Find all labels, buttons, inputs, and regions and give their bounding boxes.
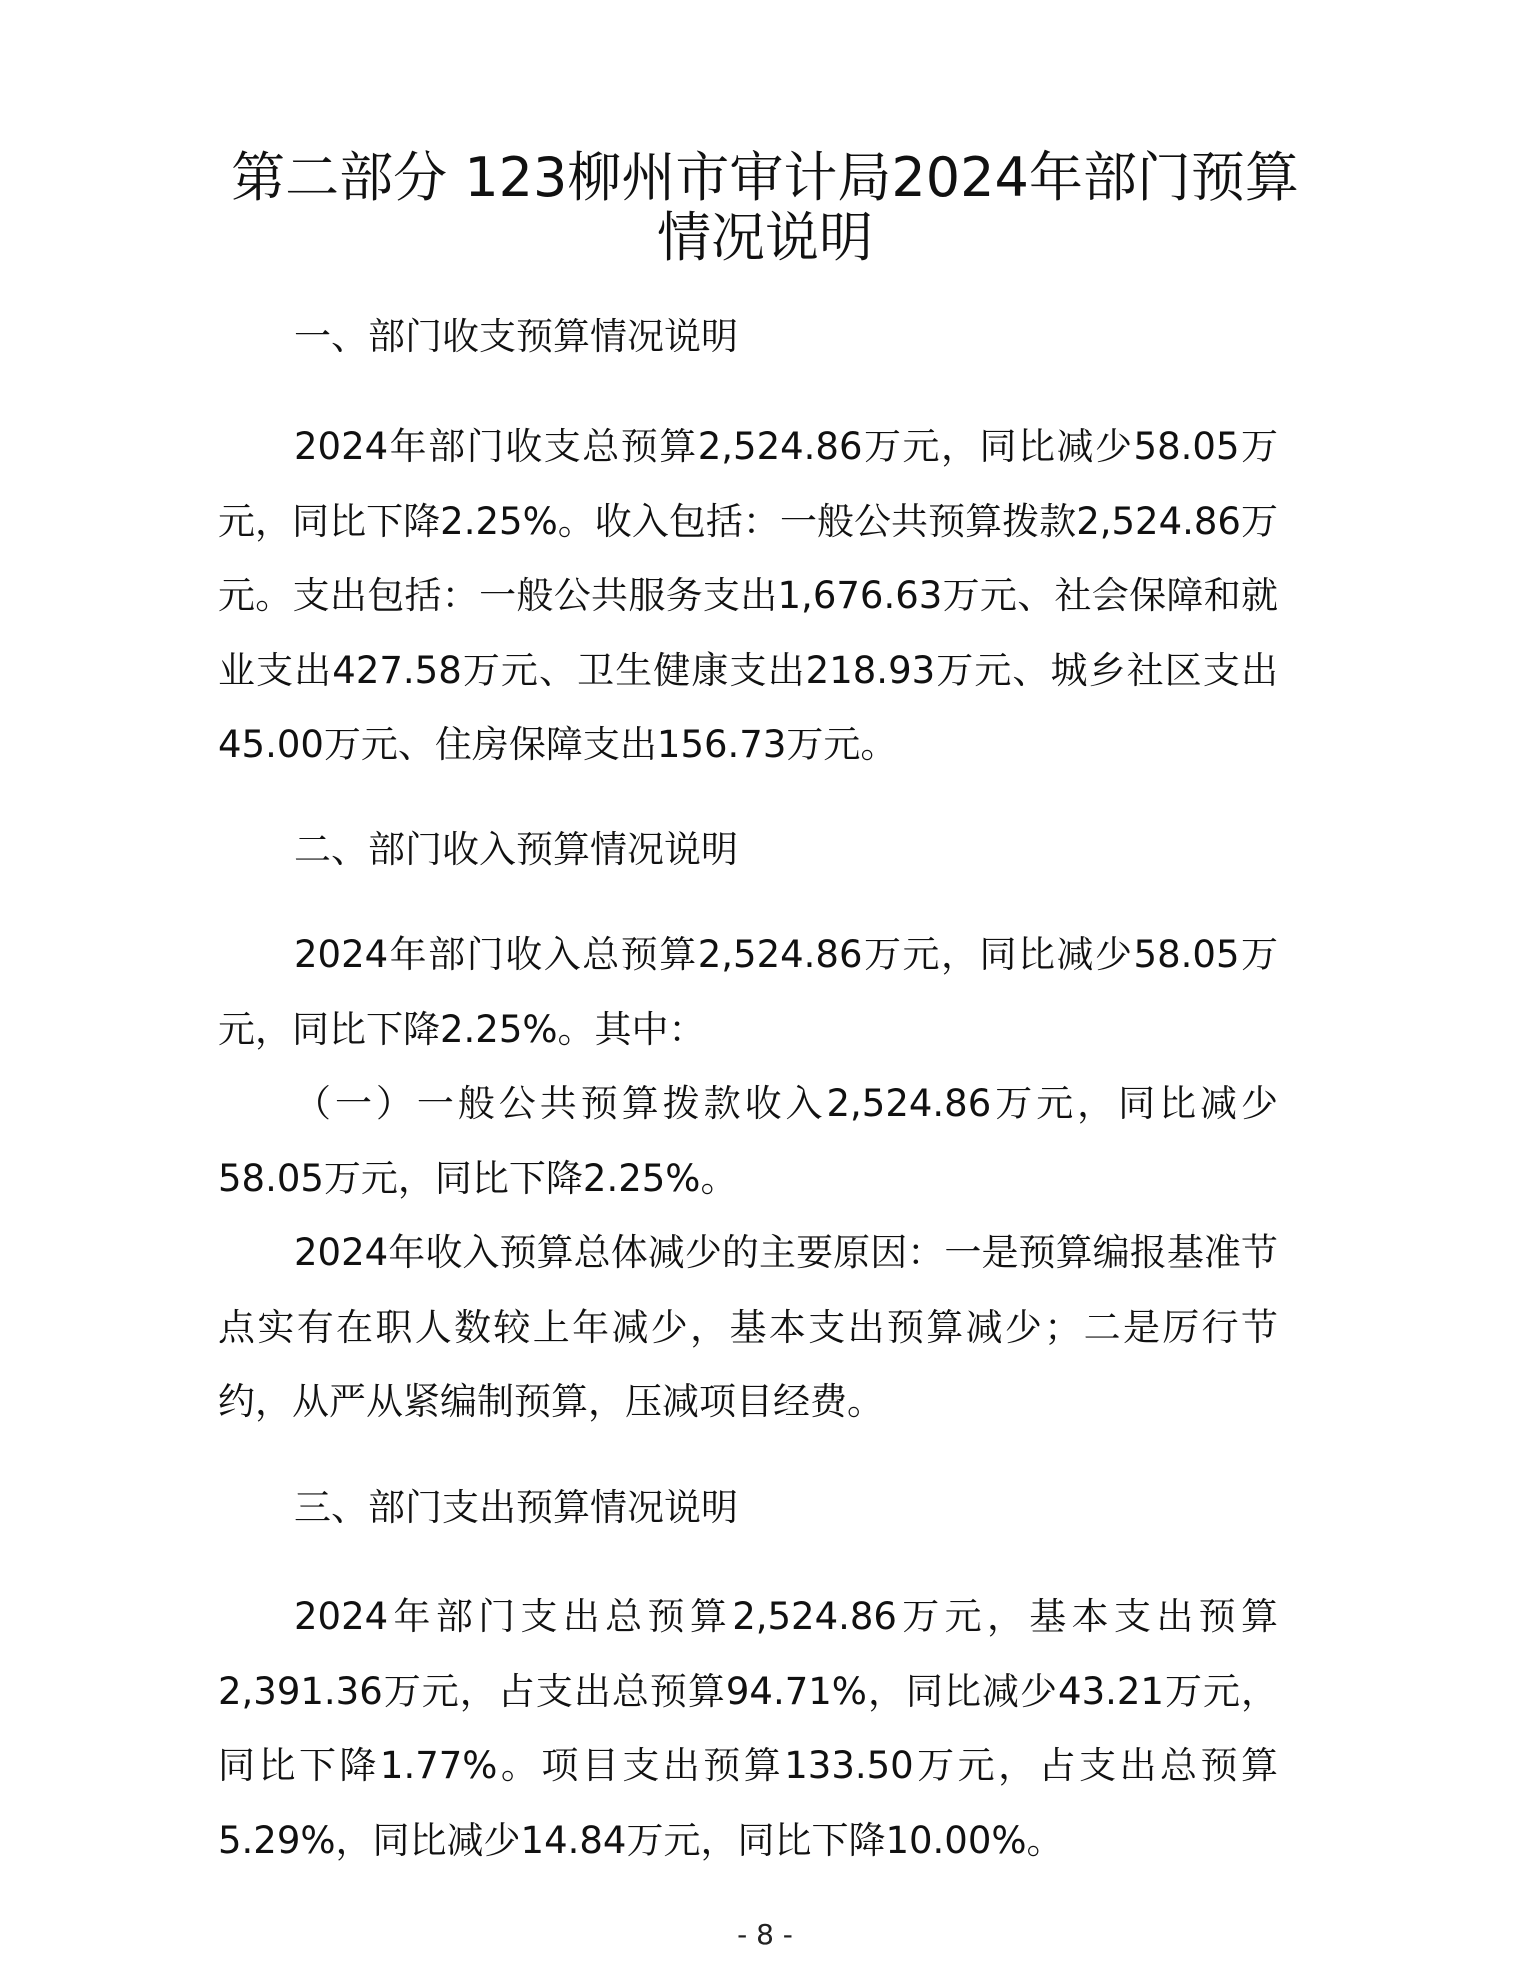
document-title-line-1: 第二部分 123柳州市审计局2024年部门预算 [231,146,1299,209]
page-number: - 8 - [737,1918,793,1951]
section-2-paragraph-2: （一）一般公共预算拨款收入2,524.86万元，同比减少58.05万元，同比下降2.25%。 [218,1082,1278,1200]
section-heading-2: 二、部门收入预算情况说明 [294,828,738,871]
section-1-paragraph-1: 2024年部门收支总预算2,524.86万元，同比减少58.05万元，同比下降2.25%。收入包括：一般公共预算拨款2,524.86万元。支出包括：一般公共服务支出1,676.63万元、社会保障和就业支出427.58万元、卫生健康支出218.93万元、城乡社区支出45.00万元、住房保障支出156.73万元。 [218,425,1278,766]
section-2-paragraph-1: 2024年部门收入总预算2,524.86万元，同比减少58.05万元，同比下降2.25%。其中： [218,933,1278,1051]
section-3-paragraph-1: 2024年部门支出总预算2,524.86万元，基本支出预算2,391.36万元，占支出总预算94.71%，同比减少43.21万元，同比下降1.77%。项目支出预算133.50万元，占支出总预算5.29%，同比减少14.84万元，同比下降10.00%。 [218,1595,1278,1862]
document-title [150,148,1380,268]
section-heading-1: 一、部门收支预算情况说明 [294,315,738,358]
section-2-paragraph-3: 2024年收入预算总体减少的主要原因：一是预算编报基准节点实有在职人数较上年减少，基本支出预算减少；二是厉行节约，从严从紧编制预算，压减项目经费。 [218,1231,1278,1423]
section-heading-3: 三、部门支出预算情况说明 [294,1486,738,1529]
document-title-line-2: 情况说明 [657,206,873,269]
